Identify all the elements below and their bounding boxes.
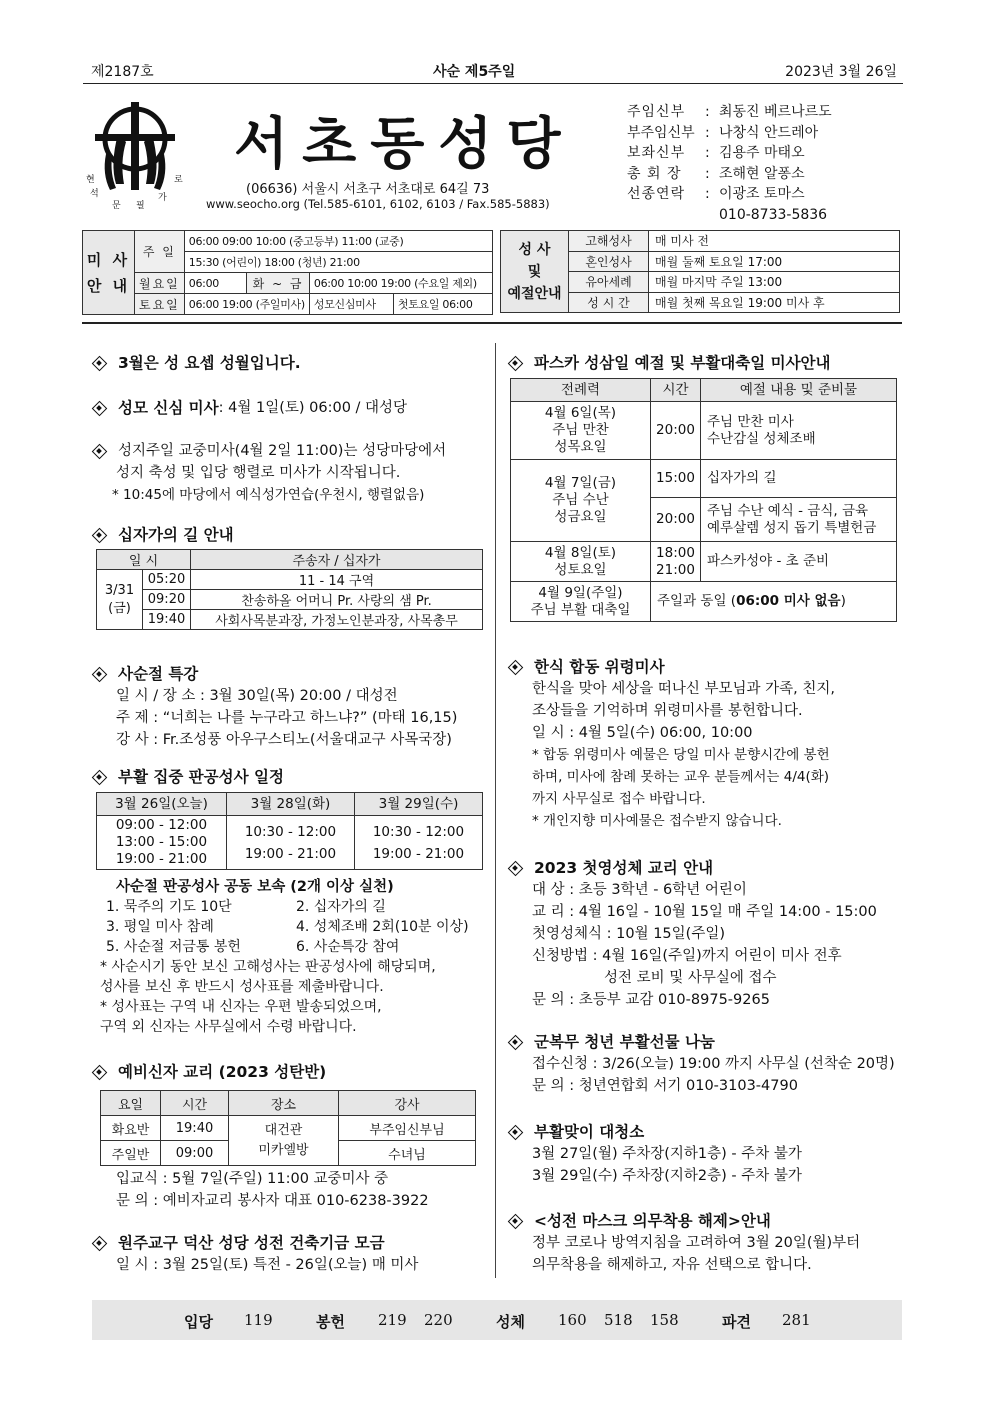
diamond-bullet-icon [92, 1065, 106, 1079]
clergy-row: 선종연락 : 이광조 토마스 [627, 186, 805, 202]
section-mask-notice: <성전 마스크 의무착용 해제>안내 정부 코로나 방역지침을 고려하여 3월 20일(월)부터 의무착용을 해제하고, 자유 선택으로 합니다. [508, 1210, 860, 1276]
logo-cross-icon [88, 94, 188, 214]
notice-palm-sunday: 성지주일 교중미사(4월 2일 11:00)는 성당마당에서 성지 축성 및 입당 행렬로 미사가 시작됩니다. * 10:45에 마당에서 예식성가연습(우천시, 행렬없음) [92, 440, 446, 506]
clergy-row: 총 회 장 : 조해현 알퐁소 [627, 165, 805, 182]
sacrament-table: 성 사 및 예절안내 고해성사 매 미사 전 혼인성사 매월 둘째 토요일 17:00 유아세례 매월 마지막 주일 13:00 성 시 간 매월 첫째 목요일 19:00 미사 후 [500, 230, 900, 313]
parish-title: 서초동성당 [234, 111, 575, 177]
diamond-bullet-icon [508, 660, 522, 674]
liturgical-week: 사순 제5주일 [433, 64, 516, 80]
section-building-fund: 원주교구 덕산 성당 성전 건축기금 모금 일 시 : 3월 25일(토) 특전 - 26일(오늘) 매 미사 [92, 1232, 418, 1276]
table-row: 09:20 찬송하올 어머니 Pr. 사랑의 샘 Pr. [97, 590, 483, 610]
penance-list: 사순절 판공성사 공동 보속 (2개 이상 실천) 1. 묵주의 기도 10단 2. 십자가의 길 3. 평일 미사 참례 4. 성체조배 2회(10분 이상) 5. 사순절 저금통 봉헌 6. 사순특강 참여 * 사순시기 동안 보신 고해성사는 판공성사에 해당되며, 성사를 보신 후 반드시 성사표를 제출바랍니다. * 성사표는 구역 내 신자는 우편 발송되었으며, 구역 외 신자는 사무실에서 수령 바랍니다. [100, 879, 469, 1035]
table-row: 19:40 사회사목분과장, 가정노인분과장, 사목총무 [97, 610, 483, 630]
parish-contact: www.seocho.org (Tel.585-6101, 6102, 6103 / Fax.585-5883) [206, 197, 550, 211]
confession-table: 3월 26일(오늘) 3월 28일(화) 3월 29일(수) 09:00 - 12:00 13:00 - 15:00 19:00 - 21:00 10:30 - 12:00 19:00 - 21:00 10:30 - 12:00 19:00 - 21:00 [96, 792, 483, 870]
table-row: 4월 8일(토) 성토요일 18:00 21:00 파스카성야 - 초 준비 [511, 542, 897, 582]
table-row: 4월 7일(금) 주님 수난 성금요일 15:00 십자가의 길 [511, 460, 897, 498]
diamond-bullet-icon [92, 1236, 106, 1250]
section-confession-schedule: 부활 집중 판공성사 일정 [92, 766, 284, 788]
diamond-bullet-icon [508, 1125, 522, 1139]
parish-logo: 현 석 문 로 필 가 [88, 94, 188, 214]
column-divider [495, 343, 496, 1278]
triduum-table: 전례력 시간 예절 내용 및 준비물 4월 6일(목) 주님 만찬 성목요일 20:00 주님 만찬 미사 수난감실 성체조배 4월 7일(금) 주님 수난 성금요일 15:00 십자가의 길 20:00 주님 수난 예식 - 금식, 금육 예루살렘 성지 돕기 특별헌금 4월 8일(토) 성토요일 18:00 21:00 파스카성야 - 초 준비 4월 9일(주일) 주님 부활 대축일 주일과 동일 (06:00 미사 없음) [510, 378, 897, 622]
notice-marian-mass: 성모 신심 미사 : 4월 1일(토) 06:00 / 대성당 [92, 397, 407, 419]
mass-schedule-table: 미 사 안 내 주 일 06:00 09:00 10:00 (중고등부) 11:00 (교중) 15:30 (어린이) 18:00 (청년) 21:00 월요일 06:00 화 ~ 금 06:00 10:00 19:00 (수요일 제외) 토요일 06:00 19:00 (주일미사) 성모신심미사 첫토요일 06:00 [82, 230, 493, 315]
parish-address: (06636) 서울시 서초구 서초대로 64길 73 [246, 182, 490, 197]
catechumen-info: 입교식 : 5월 7일(주일) 11:00 교중미사 중 문 의 : 예비자교리 봉사자 대표 010-6238-3922 [116, 1171, 429, 1209]
diamond-bullet-icon [92, 667, 106, 681]
table-row: 주일반 09:00 수녀님 [101, 1141, 476, 1166]
contact-phone: 010-8733-5836 [719, 206, 828, 223]
statistics-bar: 입당 119 봉헌 219 220 성체 160 518 158 파견 281 [92, 1300, 902, 1340]
table-row: 4월 6일(목) 주님 만찬 성목요일 20:00 주님 만찬 미사 수난감실 성체조배 [511, 402, 897, 460]
diamond-bullet-icon [92, 528, 106, 542]
diamond-bullet-icon [92, 770, 106, 784]
section-paschal-triduum: 파스카 성삼일 예절 및 부활대축일 미사안내 [508, 352, 831, 374]
table-row: 화요반 19:40 대건관 미카엘방 부주임신부님 [101, 1116, 476, 1141]
sacrament-label: 성 사 및 예절안내 [501, 231, 569, 313]
issue-date: 2023년 3월 26일 [785, 64, 897, 80]
diamond-bullet-icon [92, 356, 106, 370]
notice-joseph-month: 3월은 성 요셉 성월입니다. [92, 352, 301, 374]
table-row: 09:00 - 12:00 13:00 - 15:00 19:00 - 21:00 10:30 - 12:00 19:00 - 21:00 10:30 - 12:00 19:00 - 21:00 [97, 816, 483, 870]
header-divider [82, 322, 902, 324]
clergy-row: 보좌신부 : 김용주 마태오 [627, 145, 805, 161]
diamond-bullet-icon [508, 1035, 522, 1049]
stations-table: 일 시 주송자 / 십자가 3/31 (금) 05:20 11 - 14 구역 09:20 찬송하올 어머니 Pr. 사랑의 샘 Pr. 19:40 사회사목분과장, 가정노인분과장, 사목총무 [96, 549, 483, 630]
section-military-youth: 군복무 청년 부활선물 나눔 접수신청 : 3/26(오늘) 19:00 까지 사무실 (선착순 20명) 문 의 : 청년연합회 서기 010-3103-4790 [508, 1031, 895, 1097]
diamond-bullet-icon [508, 1214, 522, 1228]
mass-label: 미 사 안 내 [83, 231, 135, 315]
clergy-list [627, 102, 832, 225]
clergy-row: 부주임신부 : 나창식 안드레아 [627, 124, 819, 141]
table-row: 3/31 (금) 05:20 11 - 14 구역 [97, 570, 483, 590]
clergy-row: 주임신부 : 최동진 베르나르도 [627, 104, 832, 120]
section-stations-of-cross: 십자가의 길 안내 [92, 524, 234, 546]
section-lent-lecture: 사순절 특강 일 시 / 장 소 : 3월 30일(목) 20:00 / 대성전 주 제 : “너희는 나를 누구라고 하느냐?” (마태 16,15) 강 사 : Fr.조성풍 아우구스티노(서울대교구 사목국장) [92, 663, 457, 751]
table-row: 20:00 주님 수난 예식 - 금식, 금육 예루살렘 성지 돕기 특별헌금 [511, 498, 897, 542]
catechumen-table: 요일 시간 장소 강사 화요반 19:40 대건관 미카엘방 부주임신부님 주일반 09:00 수녀님 [100, 1090, 476, 1166]
top-bar [83, 58, 903, 84]
diamond-bullet-icon [508, 356, 522, 370]
section-memorial-mass: 한식 합동 위령미사 한식을 맞아 세상을 떠나신 부모님과 가족, 친지, 조상들을 기억하며 위령미사를 봉헌합니다. 일 시 : 4월 5일(수) 06:00, 10:00 * 합동 위령미사 예물은 당일 미사 분향시간에 봉헌 하며, 미사에 참례 못하는 교우 분들께서는 4/4(화) 까지 사무실로 접수 바랍니다. * 개인지향 미사예물은 접수받지 않습니다. [508, 656, 835, 832]
section-catechumen: 예비신자 교리 (2023 성탄반) [92, 1061, 326, 1083]
section-first-communion: 2023 첫영성체 교리 안내 대 상 : 초등 3학년 - 6학년 어린이 교 리 : 4월 16일 - 10월 15일 매 주일 14:00 - 15:00 첫영성체식 : 10월 15일(주일) 신청방법 : 4월 16일(주일)까지 어린이 미사 전후 성전 로비 및 사무실에 접수 문 의 : 초등부 교감 010-8975-9265 [508, 857, 877, 1011]
table-row: 4월 9일(주일) 주님 부활 대축일 주일과 동일 (06:00 미사 없음) [511, 582, 897, 622]
diamond-bullet-icon [508, 861, 522, 875]
issue-number: 제2187호 [91, 64, 154, 80]
diamond-bullet-icon [92, 401, 106, 415]
penance-title: 사순절 판공성사 공동 보속 (2개 이상 실천) [116, 879, 394, 895]
section-cleaning: 부활맞이 대청소 3월 27일(월) 주차장(지하1층) - 주차 불가 3월 29일(수) 주차장(지하2층) - 주차 불가 [508, 1121, 802, 1187]
diamond-bullet-icon [92, 444, 106, 458]
